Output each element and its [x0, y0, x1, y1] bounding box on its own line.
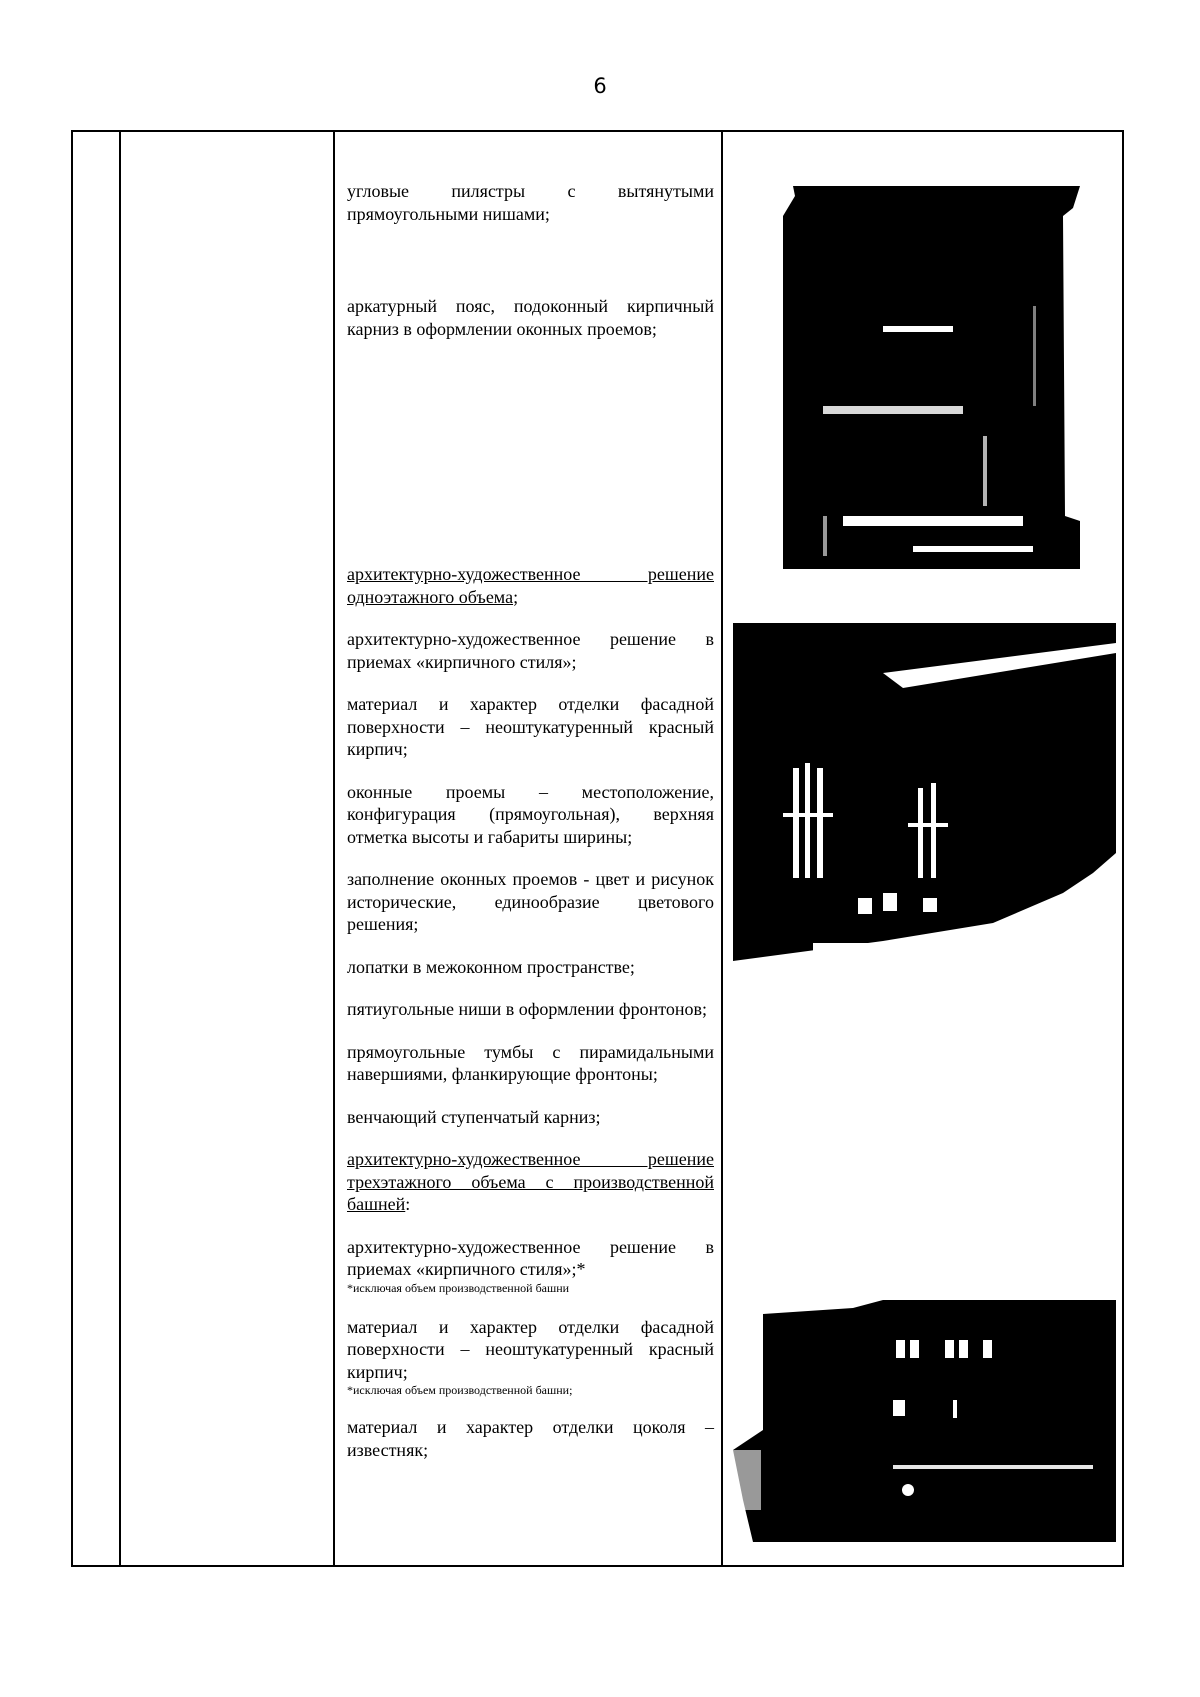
features-column: [347, 180, 714, 1461]
page-number: 6: [593, 74, 607, 98]
column-divider-3: [721, 130, 723, 1567]
feature-heading-text: архитектурно-художественное решение трехэтажного объема с производственной башней: [347, 1149, 714, 1214]
feature-item: лопатки в межоконном пространстве;: [347, 956, 635, 977]
table-bottom-border: [71, 1565, 1124, 1567]
column-divider-1: [119, 130, 121, 1567]
feature-item: пятиугольные ниши в оформлении фронтонов;: [347, 999, 707, 1019]
feature-item: материал и характер отделки фасадной поверхности – неоштукатуренный красный кирпич;: [347, 694, 714, 759]
feature-item: аркатурный пояс, подоконный кирпичный карниз в оформлении оконных проемов;: [347, 296, 714, 339]
feature-item: оконные проемы – местоположение, конфигурация (прямоугольная), верхняя отметка высоты и габариты ширины;: [347, 781, 714, 847]
photo-building-corner: [783, 186, 1080, 569]
photo-three-storey-volume: [733, 1300, 1116, 1542]
feature-heading-tail: ;: [513, 586, 519, 607]
feature-heading: [347, 1148, 714, 1216]
table-right-border: [1122, 130, 1124, 1567]
feature-footnote: *исключая объем производственной башни;: [347, 1383, 573, 1397]
feature-item: венчающий ступенчатый карниз;: [347, 1106, 601, 1127]
feature-item: материал и характер отделки цоколя – известняк;: [347, 1417, 714, 1460]
feature-item: архитектурно-художественное решение в приемах «кирпичного стиля»;: [347, 629, 714, 672]
column-divider-2: [333, 130, 335, 1567]
table-left-border: [71, 130, 73, 1567]
feature-item: прямоугольные тумбы с пирамидальными навершиями, фланкирующие фронтоны;: [347, 1041, 714, 1084]
feature-footnote: *исключая объем производственной башни: [347, 1280, 570, 1295]
feature-heading-text: архитектурно-художественное решение одноэтажного объема: [347, 564, 714, 607]
table-top-border: [71, 130, 1124, 132]
feature-item-text: архитектурно-художественное решение в приемах «кирпичного стиля»;*: [347, 1236, 714, 1279]
feature-item-text: материал и характер отделки фасадной поверхности – неоштукатуренный красный кирпич;: [347, 1316, 714, 1382]
feature-heading: [347, 563, 714, 608]
photo-one-storey-volume: [733, 623, 1116, 961]
feature-item: заполнение оконных проемов - цвет и рисунок исторические, единообразие цветового решения;: [347, 869, 714, 934]
feature-item: [347, 1316, 714, 1399]
feature-item: угловые пилястры с вытянутыми прямоугольными нишами;: [347, 181, 714, 224]
feature-item: [347, 1236, 714, 1296]
feature-heading-tail: :: [405, 1194, 411, 1214]
